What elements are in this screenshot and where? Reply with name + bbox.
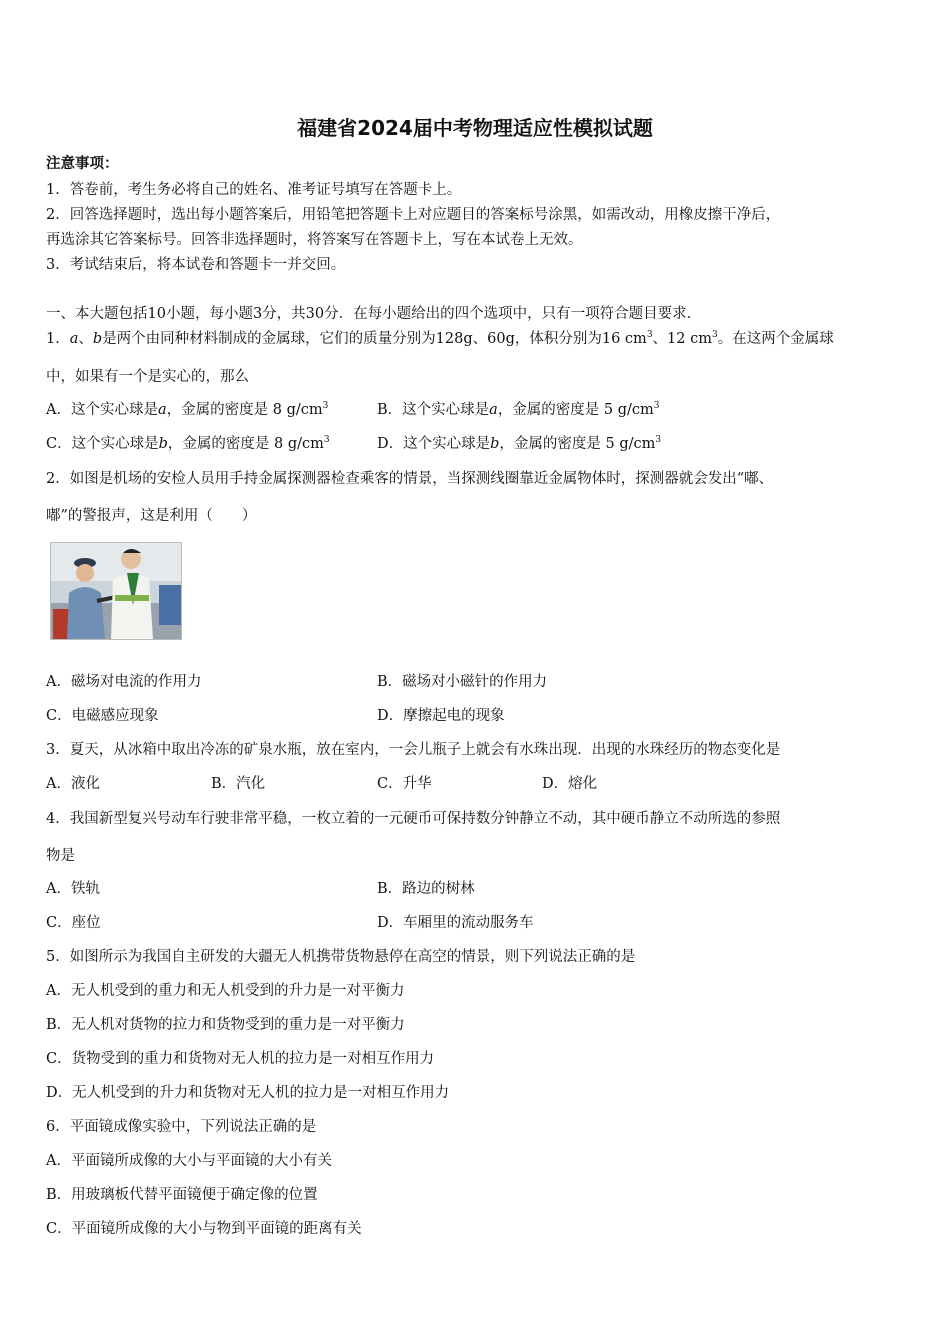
- option-4a: A．铁轨: [46, 881, 100, 897]
- question-4-line-1: 4．我国新型复兴号动车行驶非常平稳，一枚立着的一元硬币可保持数分钟静立不动，其中硬币静立不动所选的参照: [46, 811, 781, 827]
- notice-item: 3．考试结束后，将本试卷和答题卡一并交回。: [46, 257, 346, 273]
- notice-heading: 注意事项：: [46, 155, 119, 172]
- notice-item: 2．回答选择题时，选出每小题答案后，用铅笔把答题卡上对应题目的答案标号涂黑，如需改动，用橡皮擦干净后，: [46, 207, 781, 223]
- option-6a: A．平面镜所成像的大小与平面镜的大小有关: [46, 1153, 332, 1169]
- option-6c: C．平面镜所成像的大小与物到平面镜的距离有关: [46, 1221, 362, 1237]
- option-3a: A．液化: [46, 776, 100, 792]
- option-5b: B．无人机对货物的拉力和货物受到的重力是一对平衡力: [46, 1017, 405, 1033]
- option-3c: C．升华: [377, 776, 432, 792]
- option-3d: D．熔化: [542, 776, 598, 792]
- option-2a: A．磁场对电流的作用力: [46, 674, 202, 690]
- section-heading: 一、本大题包括10小题，每小题3分，共30分．在每小题给出的四个选项中，只有一项符合题目要求．: [46, 306, 702, 322]
- question-2-line-1: 2．如图是机场的安检人员用手持金属探测器检查乘客的情景，当探测线圈靠近金属物体时，探测器就会发出“嘟、: [46, 471, 774, 487]
- option-2b: B．磁场对小磁针的作用力: [377, 674, 548, 690]
- option-5d: D．无人机受到的升力和货物对无人机的拉力是一对相互作用力: [46, 1085, 450, 1101]
- option-1d: D．这个实心球是b，金属的密度是 5 $g/cm^3$: [377, 435, 662, 452]
- option-4c: C．座位: [46, 915, 101, 931]
- question-6-line-1: 6．平面镜成像实验中，下列说法正确的是: [46, 1119, 317, 1135]
- option-1a: A．这个实心球是a，金属的密度是 8 $g/cm^3$: [46, 401, 329, 418]
- option-1b: B．这个实心球是a，金属的密度是 5 $g/cm^3$: [377, 401, 660, 418]
- option-5c: C．货物受到的重力和货物对无人机的拉力是一对相互作用力: [46, 1051, 435, 1067]
- option-6b: B．用玻璃板代替平面镜便于确定像的位置: [46, 1187, 318, 1203]
- option-3b: B．汽化: [211, 776, 266, 792]
- option-1c: C．这个实心球是b，金属的密度是 8 $g/cm^3$: [46, 435, 330, 452]
- question-3-line-1: 3．夏天，从冰箱中取出冷冻的矿泉水瓶，放在室内，一会儿瓶子上就会有水珠出现．出现的水珠经历的物态变化是: [46, 742, 781, 758]
- option-2c: C．电磁感应现象: [46, 708, 159, 724]
- question-5-line-1: 5．如图所示为我国自主研发的大疆无人机携带货物悬停在高空的情景，则下列说法正确的是: [46, 949, 636, 965]
- option-4d: D．车厢里的流动服务车: [377, 915, 534, 931]
- option-4b: B．路边的树林: [377, 881, 475, 897]
- question-4-line-2: 物是: [46, 848, 75, 864]
- option-5a: A．无人机受到的重力和无人机受到的升力是一对平衡力: [46, 983, 405, 999]
- page-title: 福建省2024届中考物理适应性模拟试题: [297, 116, 653, 140]
- notice-item: 再选涂其它答案标号。回答非选择题时，将答案写在答题卡上，写在本试卷上无效。: [46, 232, 583, 248]
- question-2-line-2: 嘟”的警报声，这是利用（ ）: [46, 508, 257, 524]
- question-1-line-1: 1．a、b是两个由同种材料制成的金属球，它们的质量分别为128g、60g，体积分别为16 $cm^3$、12 $cm^3$。在这两个金属球: [46, 330, 834, 347]
- question-1-line-2: 中，如果有一个是实心的，那么: [46, 369, 249, 385]
- security-check-photo: [50, 542, 182, 640]
- option-2d: D．摩擦起电的现象: [377, 708, 505, 724]
- notice-item: 1．答卷前，考生务必将自己的姓名、准考证号填写在答题卡上。: [46, 182, 462, 198]
